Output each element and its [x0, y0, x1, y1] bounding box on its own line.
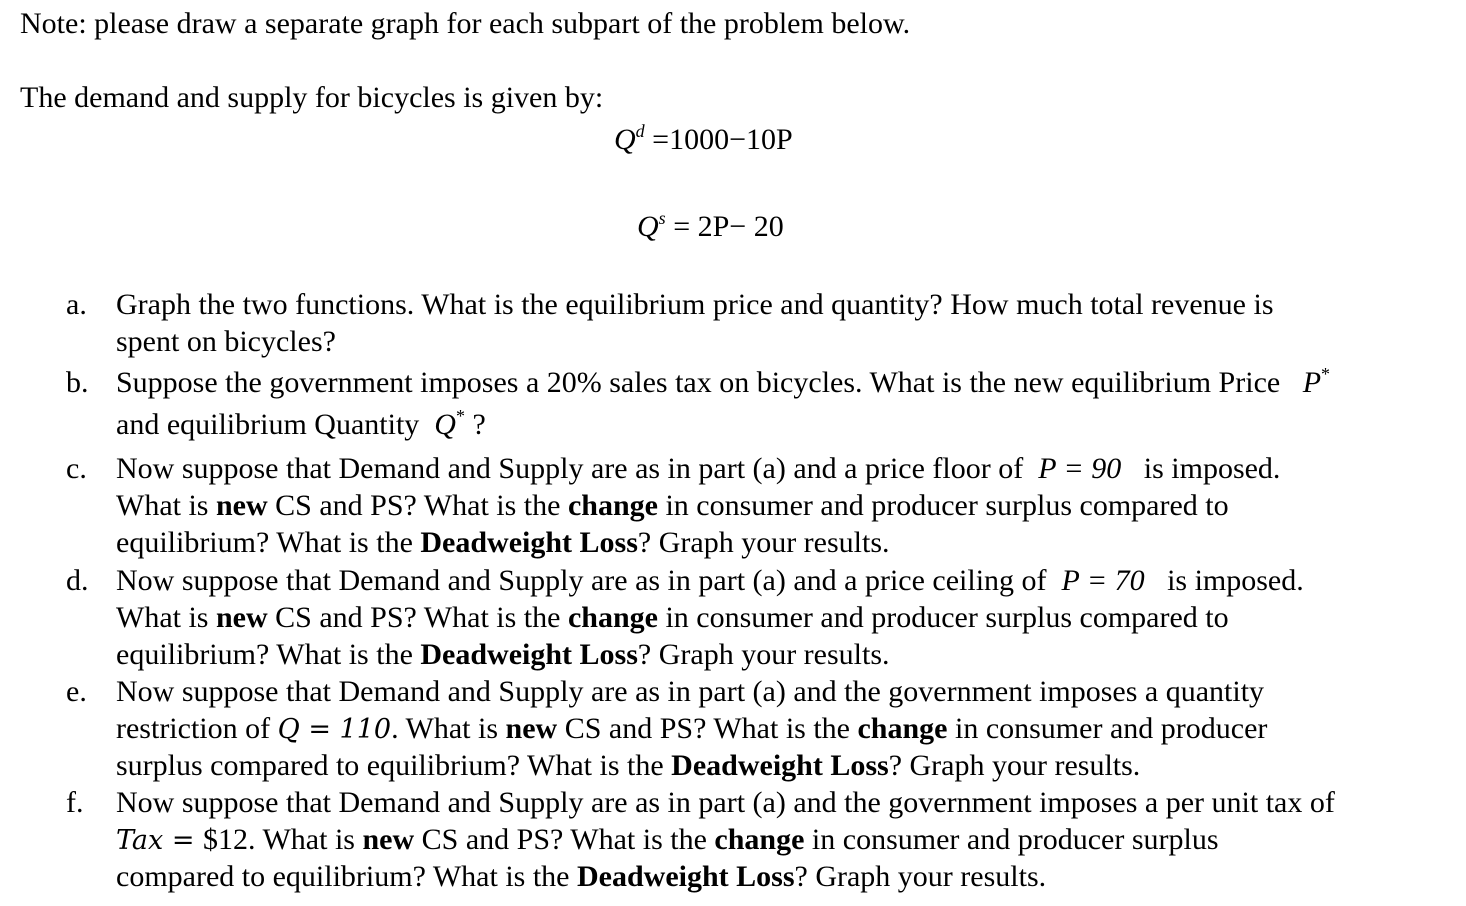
item-f-row-1: Now suppose that Demand and Supply are as in part (a) and the government imposes a per unit tax of: [116, 786, 1335, 819]
bold-dwl: Deadweight Loss: [577, 860, 795, 893]
item-f-text: $12. What is: [203, 823, 355, 856]
item-f-text: CS and PS? What is the: [421, 823, 707, 856]
item-e-text: surplus compared to equilibrium? What is the: [116, 749, 664, 782]
demand-equation: [614, 122, 793, 158]
item-f-row-3: [116, 859, 1461, 896]
item-e-text: . What is: [391, 712, 499, 745]
math-p-star: P: [1302, 366, 1322, 399]
item-f-text: compared to equilibrium? What is the: [116, 860, 570, 893]
item-c-text: Now suppose that Demand and Supply are as in part (a) and a price floor of: [116, 452, 1024, 485]
item-b-text: and equilibrium Quantity: [116, 408, 420, 441]
math-price-floor: P = 90: [1038, 452, 1122, 485]
item-d-text: is imposed.: [1167, 564, 1304, 597]
bold-change: change: [857, 712, 948, 745]
item-c-row-1: [116, 451, 1461, 488]
item-label: f.: [66, 786, 84, 819]
item-label: e.: [66, 675, 87, 708]
item-d-row-3: [116, 637, 1461, 674]
supply-rhs: = 2P− 20: [665, 210, 784, 243]
math-q-star: Q: [434, 408, 456, 441]
item-d-text: ? Graph your results.: [637, 638, 890, 671]
item-e-row-3: [116, 748, 1461, 785]
bold-new: new: [362, 823, 415, 856]
item-c-text: is imposed.: [1143, 452, 1281, 485]
demand-rhs: =1000−10P: [644, 123, 793, 156]
item-a-row-1: Graph the two functions. What is the equilibrium price and quantity? How much total revenue is: [116, 288, 1274, 321]
bold-new: new: [505, 712, 558, 745]
item-c-text: ? Graph your results.: [637, 526, 890, 559]
note-text: Note: please draw a separate graph for each subpart of the problem below.: [20, 7, 911, 40]
item-e-text: ? Graph your results.: [888, 749, 1141, 782]
bold-change: change: [714, 823, 805, 856]
item-label: c.: [66, 452, 87, 485]
item-a-row-2: spent on bicycles?: [116, 325, 336, 358]
math-quantity-restriction: Q = 110: [277, 714, 392, 745]
bold-change: change: [567, 489, 658, 522]
item-d-text: What is: [116, 601, 209, 634]
bold-dwl: Deadweight Loss: [671, 749, 889, 782]
bold-change: change: [567, 601, 658, 634]
item-label: a.: [66, 288, 87, 321]
supply-sup: s: [658, 208, 666, 228]
item-c-row-3: [116, 525, 1461, 562]
math-tax: Tax =: [116, 825, 204, 856]
item-label: d.: [66, 564, 89, 597]
item-b-text: Suppose the government imposes a 20% sales tax on bicycles. What is the new equilibrium Price: [116, 366, 1281, 399]
item-d-text: in consumer and producer surplus compared to: [665, 601, 1229, 634]
demand-q: Q: [614, 123, 636, 156]
bold-new: new: [215, 489, 268, 522]
item-d-text: equilibrium? What is the: [116, 638, 413, 671]
item-b-row-2: and equilibrium Quantity Q* ?: [116, 406, 486, 441]
item-c-text: in consumer and producer surplus compared to: [665, 489, 1229, 522]
bold-dwl: Deadweight Loss: [420, 638, 638, 671]
intro-text: The demand and supply for bicycles is given by:: [20, 81, 604, 114]
item-e-row-2: [116, 711, 1461, 748]
item-d-text: CS and PS? What is the: [275, 601, 561, 634]
demand-sup: d: [635, 121, 645, 141]
item-d-row-1: [116, 563, 1461, 600]
supply-q: Q: [637, 210, 659, 243]
item-e-row-1: Now suppose that Demand and Supply are as in part (a) and the government imposes a quantity: [116, 675, 1265, 708]
math-price-ceiling: P = 70: [1061, 564, 1145, 597]
item-c-text: CS and PS? What is the: [275, 489, 561, 522]
item-c-text: What is: [116, 489, 209, 522]
item-c-row-2: [116, 488, 1461, 525]
item-e-text: in consumer and producer: [954, 712, 1268, 745]
item-label: b.: [66, 366, 89, 399]
bold-new: new: [215, 601, 268, 634]
item-e-text: restriction of: [116, 712, 271, 745]
item-b-row-1: Suppose the government imposes a 20% sales tax on bicycles. What is the new equilibrium Price P*: [116, 364, 1331, 399]
item-e-text: CS and PS? What is the: [564, 712, 850, 745]
bold-dwl: Deadweight Loss: [420, 526, 638, 559]
item-d-text: Now suppose that Demand and Supply are as in part (a) and a price ceiling of: [116, 564, 1047, 597]
supply-equation: [637, 209, 784, 245]
item-c-text: equilibrium? What is the: [116, 526, 413, 559]
item-b-qmark: ?: [472, 408, 486, 441]
item-f-row-2: [116, 822, 1461, 859]
item-f-text: ? Graph your results.: [794, 860, 1047, 893]
item-f-text: in consumer and producer surplus: [811, 823, 1219, 856]
item-d-row-2: [116, 600, 1461, 637]
